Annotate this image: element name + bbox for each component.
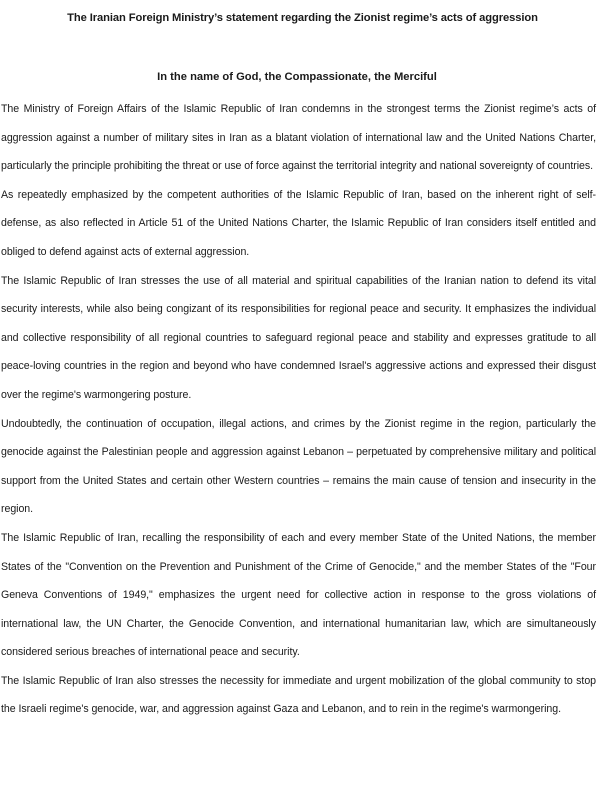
- document-invocation: In the name of God, the Compassionate, the Merciful: [157, 71, 437, 83]
- paragraph-mobilization: The Islamic Republic of Iran also stresses the necessity for immediate and urgent mobilization of the global community to stop the Israeli regime's genocide, war, and aggression against Gaza and Lebanon, and to rein in the regime's warmongering.: [1, 674, 596, 716]
- paragraph-self-defense: As repeatedly emphasized by the competent authorities of the Islamic Republic of Iran, based on the inherent right of self-defense, as also reflected in Article 51 of the United Nations Charter, the Islamic Republic of Iran considers itself entitled and obliged to defend against acts of external aggression.: [1, 188, 596, 258]
- paragraph-occupation: Undoubtedly, the continuation of occupation, illegal actions, and crimes by the Zionist regime in the region, particularly the genocide against the Palestinian people and aggression against Lebanon – perpetuated by comprehensive military and political support from the United States and certain other Western countries – remains the main cause of tension and insecurity in the region.: [1, 417, 596, 516]
- paragraph-security-interests: The Islamic Republic of Iran stresses the use of all material and spiritual capabilities of the Iranian nation to defend its vital security interests, while also being congizant of its responsibilities for regional peace and security. It emphasizes the individual and collective responsibility of all regional countries to safeguard regional peace and stability and expresses gratitude to all peace-loving countries in the region and beyond who have condemned Israel's aggressive actions and expressed their disgust over the regime's warmongering posture.: [1, 274, 596, 401]
- document-title: The Iranian Foreign Ministry’s statement regarding the Zionist regime’s acts of aggression: [67, 12, 538, 24]
- document-body: [1, 95, 596, 724]
- paragraph-collective-action: The Islamic Republic of Iran, recalling the responsibility of each and every member State of the United Nations, the member States of the "Convention on the Prevention and Punishment of the Crime of Genocide," and the member States of the "Four Geneva Conventions of 1949," emphasizes the urgent need for collective action in response to the gross violations of international law, the UN Charter, the Genocide Convention, and international humanitarian law, which are simultaneously considered serious breaches of international peace and security.: [1, 531, 596, 659]
- paragraph-condemnation: The Ministry of Foreign Affairs of the Islamic Republic of Iran condemns in the strongest terms the Zionist regime’s acts of aggression against a number of military sites in Iran as a blatant violation of international law and the United Nations Charter, particularly the principle prohibiting the threat or use of force against the territorial integrity and national sovereignty of countries.: [1, 103, 596, 173]
